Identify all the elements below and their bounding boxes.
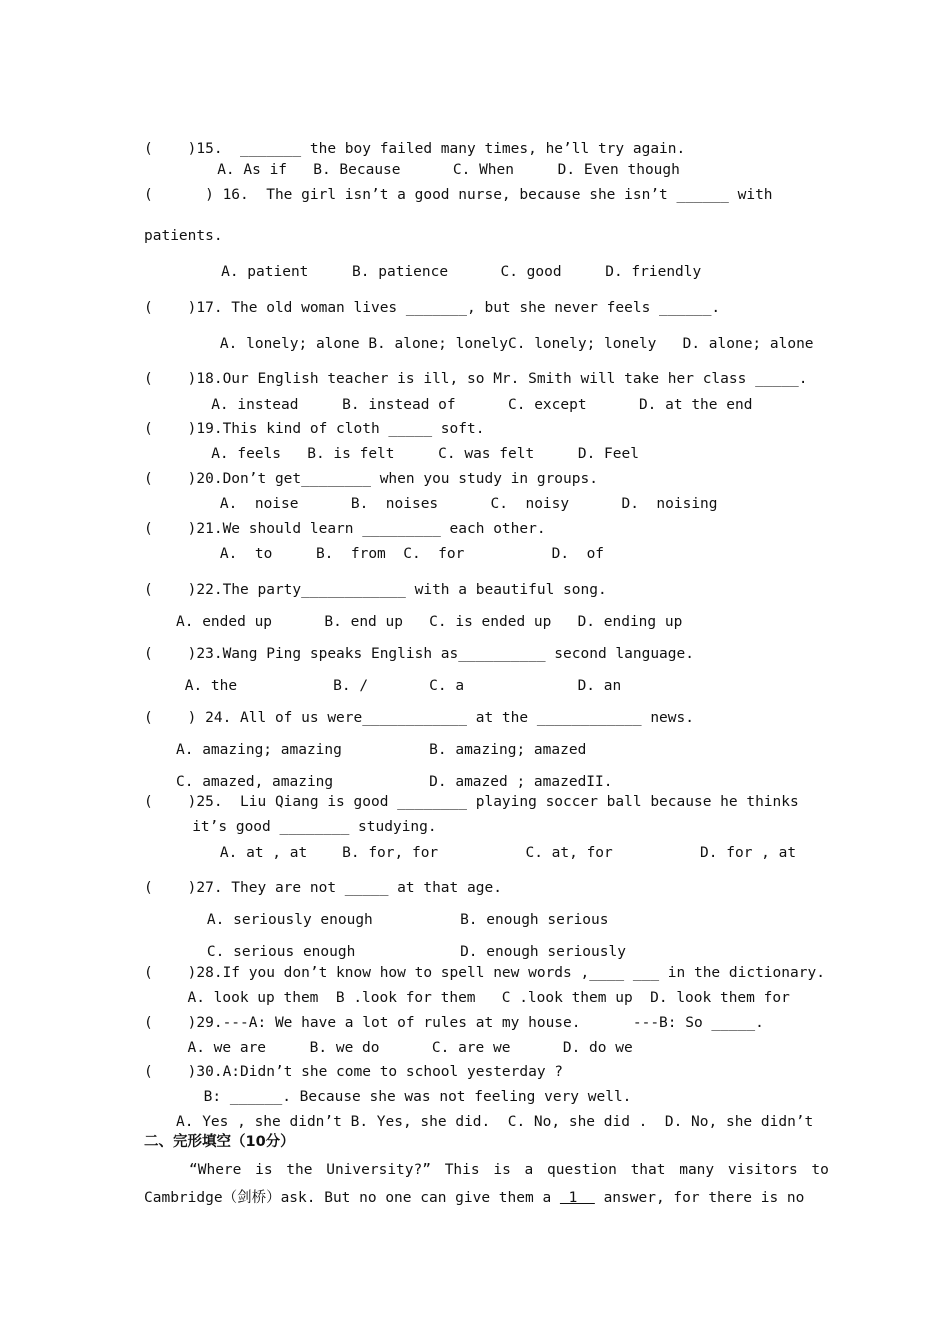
question-stem: ( )19.This kind of cloth _____ soft.	[144, 421, 485, 437]
cloze-text-b: answer, for there is no	[594, 1190, 805, 1206]
question-stem: ( )18.Our English teacher is ill, so Mr. Smith will take her class _____.	[144, 371, 808, 387]
question-options: A. instead B. instead of C. except D. at the end	[185, 397, 753, 413]
question-stem: ( )29.---A: We have a lot of rules at my house. ---B: So _____.	[144, 1015, 764, 1031]
question-stem: ( ) 16. The girl isn’t a good nurse, because she isn’t ______ with	[144, 187, 773, 203]
question-options: A. seriously enough B. enough serious	[172, 912, 609, 928]
question-options: A. As if B. Because C. When D. Even though	[191, 162, 680, 178]
question-stem: ( )30.A:Didn’t she come to school yesterday ?	[144, 1064, 564, 1080]
question-options: A. patient B. patience C. good D. friendly	[160, 264, 702, 280]
question-stem: ( )22.The party____________ with a beautiful song.	[144, 582, 607, 598]
question-stem: ( )27. They are not _____ at that age.	[144, 880, 502, 896]
question-options: patients.	[144, 228, 223, 244]
cloze-blank-1[interactable]: 1	[559, 1190, 595, 1206]
question-stem: ( )20.Don’t get________ when you study in groups.	[144, 471, 598, 487]
question-options: B: ______. Because she was not feeling very well.	[160, 1089, 632, 1105]
question-stem: ( )17. The old woman lives _______, but she never feels ______.	[144, 300, 721, 316]
question-stem: ( )15. _______ the boy failed many times, he’ll try again.	[144, 141, 686, 157]
cloze-paragraph-line-2	[144, 1189, 804, 1207]
question-options: A. lonely; alone B. alone; lonelyC. lonely; lonely D. alone; alone	[185, 336, 814, 352]
cloze-paragraph-line-1: “Where is the University?” This is a question that many visitors to	[189, 1162, 829, 1178]
question-options: it’s good ________ studying.	[166, 819, 437, 835]
question-options: A. amazing; amazing B. amazing; amazed	[176, 742, 587, 758]
question-options: A. look up them B .look for them C .look them up D. look them for	[170, 990, 790, 1006]
question-options: A. to B. from C. for D. of	[185, 546, 605, 562]
question-options: A. feels B. is felt C. was felt D. Feel	[185, 446, 639, 462]
question-stem: ( )25. Liu Qiang is good ________ playing soccer ball because he thinks	[144, 794, 799, 810]
question-stem: ( )21.We should learn _________ each other.	[144, 521, 546, 537]
section-title: 二、完形填空（10分）	[144, 1134, 295, 1150]
question-options: A. noise B. noises C. noisy D. noising	[185, 496, 718, 512]
question-options: A. Yes , she didn’t B. Yes, she did. C. No, she did . D. No, she didn’t	[176, 1114, 814, 1130]
question-options: C. serious enough D. enough seriously	[172, 944, 626, 960]
question-options: C. amazed, amazing D. amazed ; amazedII.	[176, 774, 613, 790]
question-stem: ( ) 24. All of us were____________ at the ____________ news.	[144, 710, 694, 726]
question-options: A. ended up B. end up C. is ended up D. ending up	[176, 614, 683, 630]
question-stem: ( )28.If you don’t know how to spell new words ,____ ___ in the dictionary.	[144, 965, 825, 981]
question-options: A. at , at B. for, for C. at, for D. for , at	[185, 845, 797, 861]
question-options: A. we are B. we do C. are we D. do we	[170, 1040, 633, 1056]
cloze-text-a: Cambridge（剑桥）ask. But no one can give them a	[144, 1190, 560, 1206]
question-stem: ( )23.Wang Ping speaks English as__________ second language.	[144, 646, 694, 662]
question-options: A. the B. / C. a D. an	[176, 678, 622, 694]
